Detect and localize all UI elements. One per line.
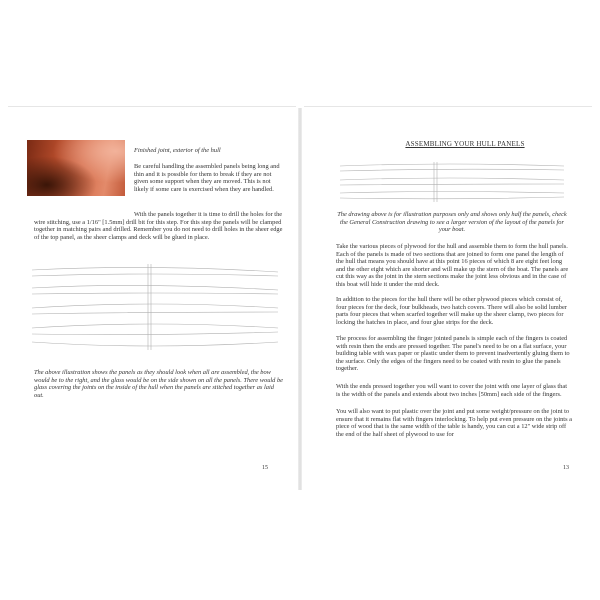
panel-outline (32, 293, 278, 294)
hull-joint-photo (27, 140, 125, 196)
panel-outline (340, 197, 564, 199)
book-gutter (298, 108, 302, 490)
right-paragraph: You will also want to put plastic over the joint and put some weight/pressure on the joint to ensure that it remains flat with fingers interlocking. To help put even pressure on the joints a piece of wood that is the same width of the table is handy, you can cut a 12" wide strip off the end of the half sheet of plywood to use for (336, 408, 573, 438)
panel-outline (32, 304, 278, 308)
photo-caption: Finished joint, exterior of the hull (134, 147, 221, 154)
panel-outline (340, 164, 564, 166)
figure-caption: The above illustration shows the panels as they should look when all are assembled, the bow would be to the right, and the glass would be on the side shown on all the panels. There would be glass covering the joints on the inside of the hull when the panels are stitched together as laid out. (34, 369, 283, 399)
panel-outline (340, 178, 564, 180)
section-heading: ASSEMBLING YOUR HULL PANELS (405, 140, 525, 148)
left-paragraph: With the panels together it is time to drill the holes for the wire stitching, use a 1/16" [1.5mm] drill bit for this step. For this step the panels will be clamped together in matching pairs and drilled. Remember you do not need to drill holes in the sheer edge of the top panel, as the sheer clamps and deck will be glued in place. (34, 211, 283, 241)
panel-outline (32, 267, 278, 272)
page-number: 13 (563, 465, 569, 471)
page-number: 15 (262, 465, 268, 471)
figure-caption: The drawing above is for illustration purposes only and shows only half the panels, check the General Construction drawing to see a larger version of the layout of the panels for your boat. (337, 211, 567, 234)
hull-panels-drawing (30, 262, 280, 352)
panel-outline (340, 192, 564, 194)
half-hull-panels-drawing (338, 160, 566, 204)
panel-outline (32, 285, 278, 290)
right-paragraph: In addition to the pieces for the hull there will be other plywood pieces which consist of, four pieces for the deck, four bulkheads, two hatch covers. There will also be solid lumber parts four pieces that when scarfed together will make up the sheer clamp, two pieces for locking the hatches in place, and four glue strips for the deck. (336, 296, 567, 326)
panel-outline (32, 324, 278, 328)
panel-outline (32, 274, 278, 276)
panel-outline (32, 342, 278, 346)
right-paragraph: The process for assembling the finger jointed panels is simple each of the fingers is coated with resin then the ends are pressed together. The panel's need to be on a flat surface, your building table with wax paper or plastic under them to prevent inadvertently gluing them to the surface. Only the edges of the fingers need to be coated with resin to glue the panels together. (336, 335, 570, 373)
page-top-edge (8, 106, 296, 107)
page-top-edge (304, 106, 592, 107)
right-paragraph: With the ends pressed together you will want to cover the joint with one layer of glass that is the width of the panels and extends about two inches [50mm] each side of the fingers. (336, 383, 567, 398)
right-paragraph: Take the various pieces of plywood for the hull and assemble them to form the hull panels. Each of the panels is made of two sections that are joined to form one panel the length of the hull that means you should have at this point 16 pieces of which 8 are eight feet long and the other eight which are shorter and will make up the stern of the boat. The panels are cut this way as the joint in the stern sections make the joint less obvious and in the case of this boat will hide it under the mid deck. (336, 243, 569, 288)
left-paragraph: Be careful handling the assembled panels being long and thin and it is possible for them to break if they are not given some support when they are moved. This is not likely if some care is exercised when they are handled. (134, 163, 280, 193)
panel-outline (32, 332, 278, 335)
panel-outline (340, 184, 564, 185)
panel-outline (32, 312, 278, 314)
panel-outline (340, 169, 564, 171)
